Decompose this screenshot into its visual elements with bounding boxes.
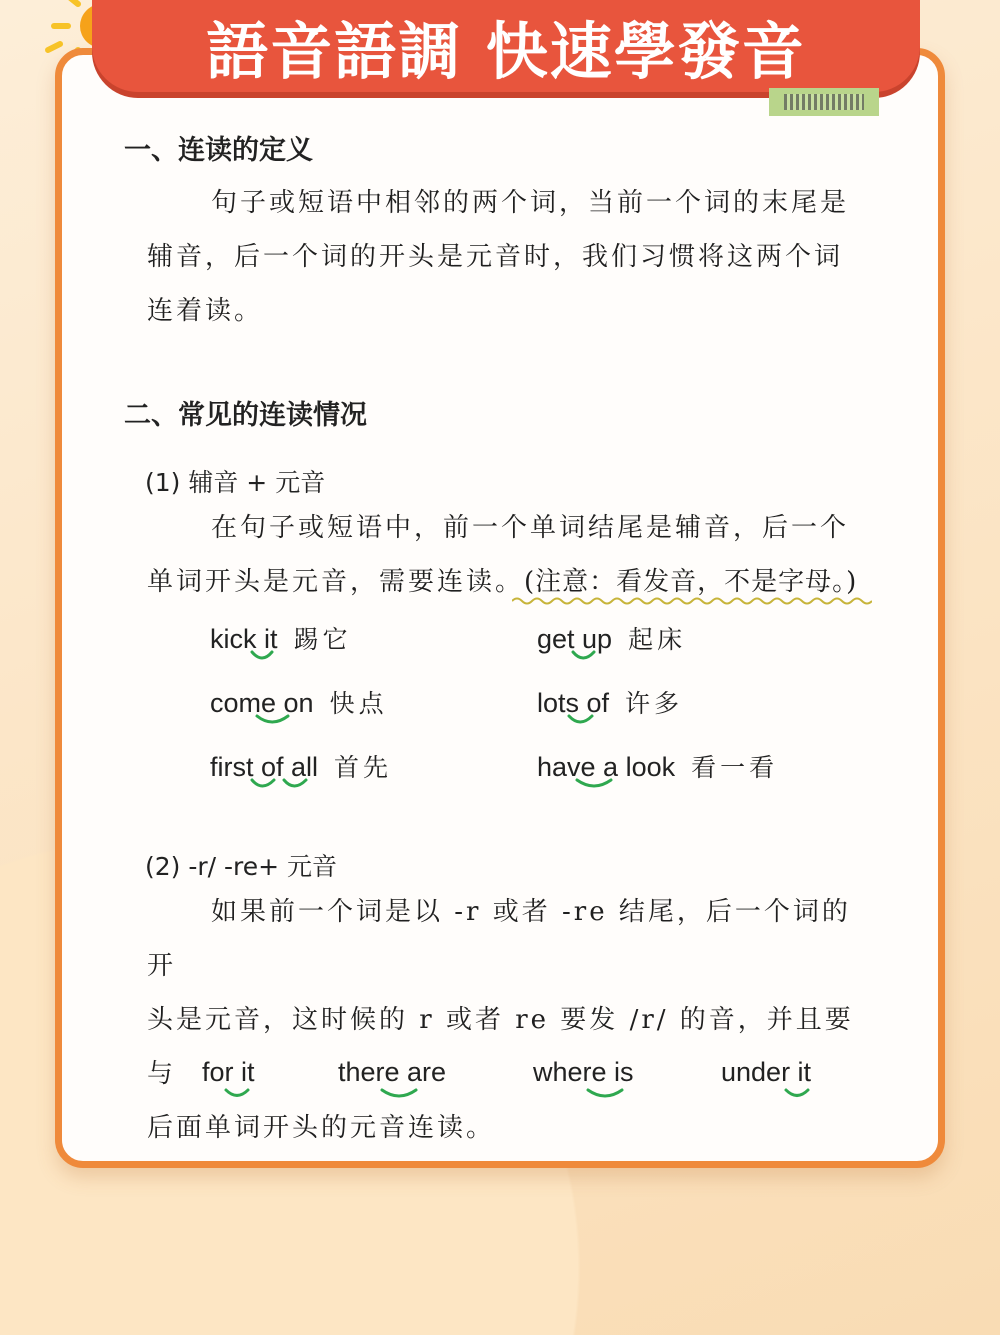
liaison-arc — [382, 1090, 416, 1096]
case1-line-2a: 单词开头是元音，需要连读。 — [147, 567, 525, 597]
example-cn: 许多 — [625, 689, 684, 718]
case2-line-1: 如果前一个词是以 -r 或者 -re 结尾，后一个词的开 — [147, 897, 851, 981]
case2-title: (2) -r/ -re+ 元音 — [145, 852, 338, 881]
example-en: come on — [210, 688, 314, 718]
section1-heading-text: 一、连读的定义 — [124, 135, 313, 166]
example-en: lots of — [537, 688, 610, 718]
example-cn: 首先 — [334, 753, 393, 782]
case1-title: (1) 辅音 + 元音 — [145, 468, 326, 497]
example-for-it: for it — [202, 1057, 255, 1087]
section1-line-2: 辅音，后一个词的开头是元音时，我们习惯将这两个词 — [147, 242, 844, 272]
liaison-arc — [786, 1090, 808, 1096]
example-there-are: there are — [338, 1057, 447, 1087]
section1-line-1: 句子或短语中相邻的两个词，当前一个词的末尾是 — [211, 188, 850, 218]
section2-heading-text: 二、常见的连读情况 — [124, 400, 367, 431]
example-en: first of all — [210, 752, 319, 782]
example-en: kick it — [210, 624, 278, 654]
case2-line-3: 后面单词开头的元音连读。 — [147, 1113, 496, 1143]
case1-note: (注意：看发音，不是字母。) — [524, 567, 858, 597]
example-cn: 踢它 — [293, 625, 352, 654]
liaison-arc — [588, 1090, 622, 1096]
example-cn: 快点 — [329, 689, 388, 718]
example-cn: 起床 — [628, 625, 687, 654]
liaison-arc — [226, 1090, 248, 1096]
case2-line-2: 头是元音，这时候的 r 或者 re 要发 /r/ 的音，并且要与 — [147, 1005, 854, 1089]
example-en: have a look — [537, 752, 676, 782]
example-cn: 看一看 — [691, 753, 779, 782]
case1-line-1: 在句子或短语中，前一个单词结尾是辅音，后一个 — [211, 513, 850, 543]
page-title: 語音語調 快速學發音 — [206, 14, 806, 88]
example-where-is: where is — [533, 1057, 634, 1087]
example-under-it: under it — [721, 1057, 812, 1087]
section1-line-3: 连着读。 — [147, 296, 264, 326]
example-en: get up — [537, 624, 613, 654]
